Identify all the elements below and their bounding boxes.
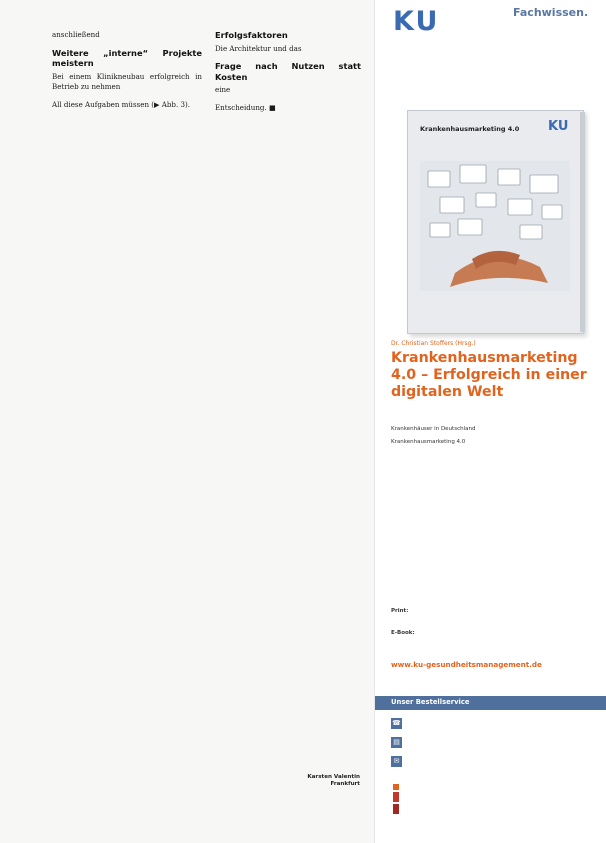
ad-headline: Krankenhausmarketing 4.0 – Erfolgreich in einer digitalen Welt [391, 350, 587, 400]
book-editor: Dr. Christian Stoffers (Hrsg.) [391, 340, 476, 347]
column1-paragraph-1: anschließend [52, 30, 100, 39]
author-line-4: Frankfurt [330, 781, 360, 788]
article-column-1 [52, 30, 202, 118]
column1-heading: Weitere „interne“ Projekte meistern [52, 47, 202, 69]
fax-icon: ▤ [391, 737, 402, 748]
ad-tagline: Fachwissen. [513, 6, 589, 19]
ad-body-paragraph-1: Krankenhäuser in Deutschland [391, 426, 476, 432]
book-advertisement [374, 0, 606, 843]
order-note[interactable]: www.ku-gesundheitsmanagement.de [391, 660, 542, 669]
column2-paragraph-1: Die Architektur und das [215, 43, 302, 53]
service-title: Unser Bestellservice [391, 698, 470, 706]
publisher-logo-icon [391, 784, 401, 814]
book-cover-art [420, 161, 570, 291]
book-spine [580, 112, 585, 332]
phone-icon: ☎ [392, 719, 401, 727]
book-cover [407, 110, 584, 334]
author-name: Karsten Valentin [307, 774, 360, 780]
ad-header [375, 0, 606, 37]
book-cover-title: Krankenhausmarketing 4.0 [420, 125, 520, 133]
book-cover-logo: KU [548, 119, 569, 134]
column2-heading-2: Frage nach Nutzen statt Kosten [215, 61, 361, 82]
figure-reference: (▶ Abb. 3). [151, 99, 191, 109]
column2-paragraph-3-text: Entscheidung. [215, 103, 267, 113]
column2-paragraph-2: eine [215, 85, 231, 95]
service-phone-row[interactable] [391, 718, 601, 730]
author-box [260, 774, 360, 788]
ku-logo: KU [393, 6, 440, 37]
column2-heading-1: Erfolgsfaktoren [215, 30, 288, 40]
service-email-row[interactable] [391, 756, 601, 768]
end-mark-icon: ■ [269, 103, 276, 113]
price-print-label: Print: [391, 608, 409, 614]
email-icon: ✉ [391, 756, 402, 767]
service-fax-row[interactable] [391, 737, 601, 749]
service-bar [375, 696, 606, 710]
column2-paragraph-3 [215, 103, 361, 113]
article-column-2 [215, 30, 361, 121]
ad-body-text [391, 425, 598, 451]
column1-paragraph-3 [52, 100, 202, 110]
column1-paragraph-3-text: All diese Aufgaben müssen [52, 99, 150, 109]
publisher-box [391, 782, 601, 822]
column1-paragraph-2: Bei einem Klinikneubau erfolgreich in Betrieb zu nehmen [52, 71, 202, 91]
price-ebook-label: E-Book: [391, 630, 415, 636]
ad-body-paragraph-2: Krankenhausmarketing 4.0 [391, 439, 466, 446]
